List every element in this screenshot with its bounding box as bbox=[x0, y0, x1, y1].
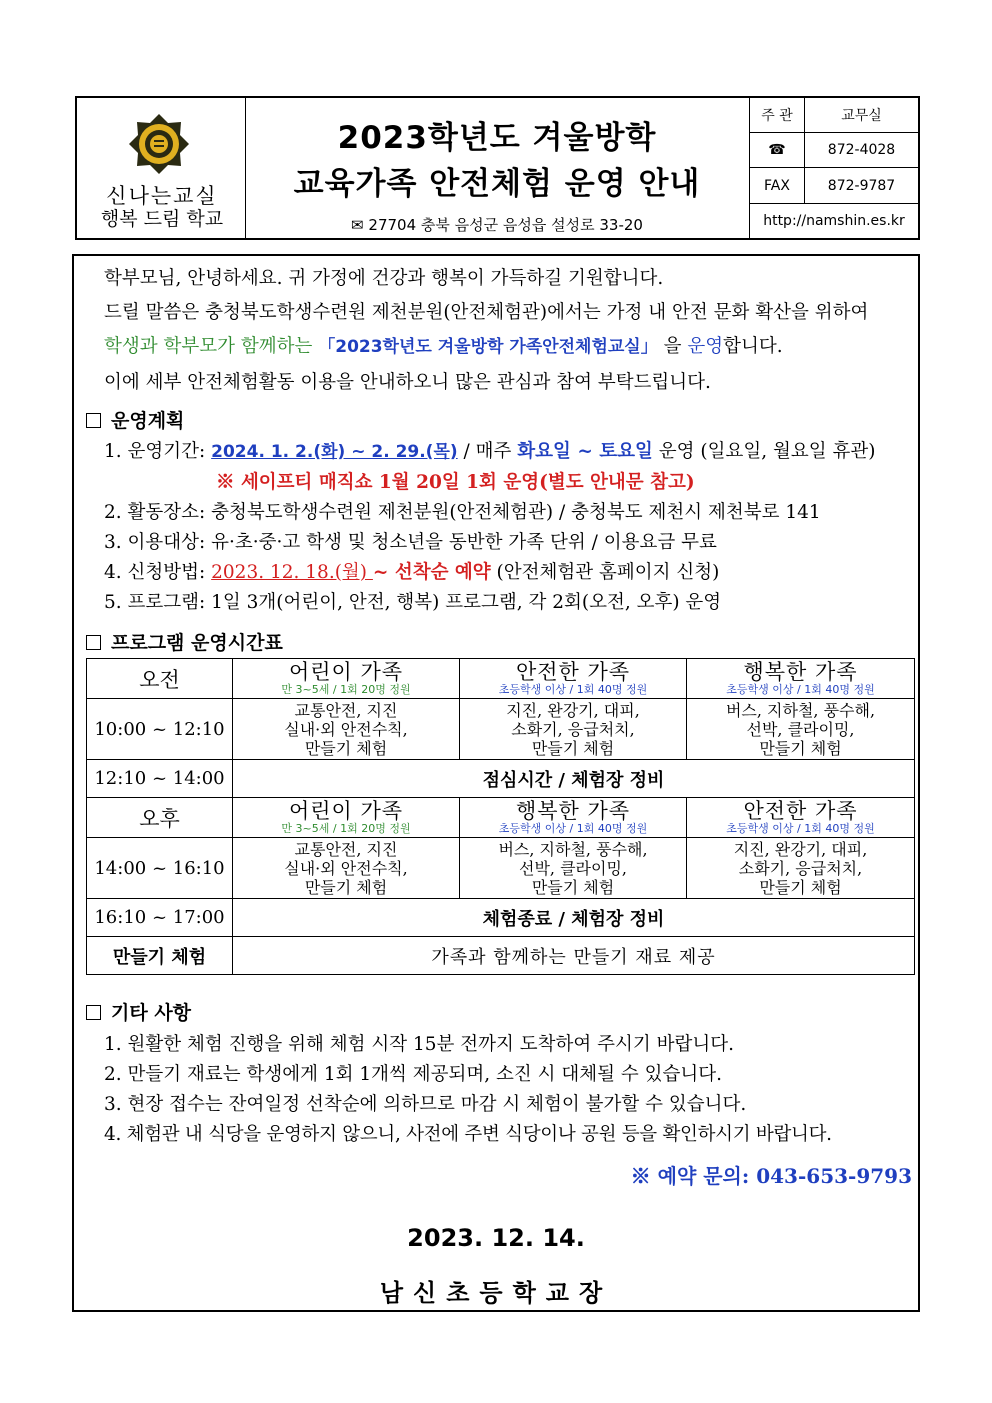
intro-blue-word: 운영 bbox=[687, 336, 724, 357]
lunch-break-cell: 점심시간 / 체험장 정비 bbox=[233, 760, 915, 798]
mail-icon: ✉ bbox=[351, 216, 364, 234]
intro-line4: 이에 세부 안전체험활동 이용을 안내하오니 많은 관심과 참여 부탁드립니다. bbox=[104, 372, 711, 393]
section-heading-plan: 운영계획 bbox=[86, 406, 184, 433]
info-value-dept: 교무실 bbox=[805, 98, 919, 133]
school-emblem-icon bbox=[127, 112, 191, 176]
table-row bbox=[87, 659, 915, 699]
plan-item-2: 2. 활동장소: 충청북도학생수련원 제천분원(안전체험관) / 충청북도 제천시 제천북로 141 bbox=[104, 502, 821, 523]
plan-days: 화요일 ~ 토요일 bbox=[517, 441, 653, 462]
logo-cell bbox=[77, 98, 246, 238]
program-title: 「2023학년도 겨울방학 가족안전체험교실」 bbox=[318, 337, 658, 357]
intro-connector: 을 bbox=[663, 336, 682, 357]
plan-item-4: 4. 신청방법: 2023. 12. 18.(월) ~ 선착순 예약 (안전체험관 홈페이지 신청) bbox=[104, 562, 720, 583]
contact-info-table bbox=[749, 98, 918, 238]
section-heading-schedule: 프로그램 운영시간표 bbox=[86, 628, 283, 655]
intro-line3 bbox=[104, 332, 783, 358]
program-header: 안전한 가족 초등학생 이상 / 1회 40명 정원 bbox=[460, 659, 687, 699]
issue-date: 2023. 12. 14. bbox=[407, 1224, 585, 1252]
plan-item-3: 3. 이용대상: 유·초·중·고 학생 및 청소년을 동반한 가족 단위 / 이용요금 무료 bbox=[104, 532, 717, 553]
activity-cell: 지진, 완강기, 대피, 소화기, 응급처치, 만들기 체험 bbox=[460, 699, 687, 760]
am-label: 오전 bbox=[87, 659, 233, 699]
principal-signature: 남신초등학교장 bbox=[379, 1279, 613, 1307]
table-row bbox=[87, 937, 915, 975]
school-address bbox=[245, 214, 749, 235]
time-cell: 16:10 ~ 17:00 bbox=[87, 899, 233, 937]
info-label-dept: 주 관 bbox=[750, 98, 805, 133]
program-header: 행복한 가족 초등학생 이상 / 1회 40명 정원 bbox=[460, 798, 687, 838]
plan-period: 2024. 1. 2.(화) ~ 2. 29.(목) bbox=[211, 442, 458, 462]
apply-date: 2023. 12. 18.(월) bbox=[211, 562, 373, 583]
activity-cell: 지진, 완강기, 대피, 소화기, 응급처치, 만들기 체험 bbox=[687, 838, 915, 899]
table-row bbox=[87, 899, 915, 937]
activity-cell: 교통안전, 지진 실내·외 안전수칙, 만들기 체험 bbox=[233, 699, 460, 760]
apply-method: ~ 선착순 예약 bbox=[372, 562, 491, 583]
program-header: 행복한 가족 초등학생 이상 / 1회 40명 정원 bbox=[687, 659, 915, 699]
plan-item-1: 1. 운영기간: 2024. 1. 2.(화) ~ 2. 29.(목) / 매주 화요일 ~ 토요일 운영 (일요일, 월요일 휴관) bbox=[104, 441, 876, 462]
table-row bbox=[87, 699, 915, 760]
make-text-cell: 가족과 함께하는 만들기 재료 제공 bbox=[233, 937, 915, 975]
make-label-cell: 만들기 체험 bbox=[87, 937, 233, 975]
document-title-line1: 2023학년도 겨울방학 bbox=[337, 120, 657, 156]
title-cell bbox=[245, 98, 749, 238]
activity-cell: 교통안전, 지진 실내·외 안전수칙, 만들기 체험 bbox=[233, 838, 460, 899]
plan-item-1-note: ※ 세이프티 매직쇼 1월 20일 1회 운영(별도 안내문 참고) bbox=[216, 472, 695, 493]
document-body bbox=[72, 254, 920, 1312]
intro-line2: 드릴 말씀은 충청북도학생수련원 제천분원(안전체험관)에서는 가정 내 안전 문화 확산을 위하여 bbox=[104, 302, 869, 323]
time-cell: 14:00 ~ 16:10 bbox=[87, 838, 233, 899]
program-header: 안전한 가족 초등학생 이상 / 1회 40명 정원 bbox=[687, 798, 915, 838]
intro-green-text: 학생과 학부모가 함께하는 bbox=[104, 336, 313, 357]
table-row bbox=[87, 798, 915, 838]
document-header bbox=[75, 96, 920, 240]
checkbox-icon bbox=[86, 1005, 101, 1020]
info-value-fax: 872-9787 bbox=[805, 168, 919, 203]
checkbox-icon bbox=[86, 635, 101, 650]
etc-item-3: 3. 현장 접수는 잔여일정 선착순에 의하므로 마감 시 체험이 불가할 수 있습니다. bbox=[104, 1094, 747, 1115]
homepage-link[interactable]: http://namshin.es.kr bbox=[750, 203, 919, 238]
info-label-fax: FAX bbox=[750, 168, 805, 203]
document-title-line2: 교육가족 안전체험 운영 안내 bbox=[293, 166, 701, 202]
address-text: 27704 충북 음성군 음성읍 설성로 33-20 bbox=[368, 216, 643, 234]
checkbox-icon bbox=[86, 413, 101, 428]
pm-label: 오후 bbox=[87, 798, 233, 838]
reservation-contact: ※ 예약 문의: 043-653-9793 bbox=[630, 1164, 912, 1188]
program-header: 어린이 가족 만 3~5세 / 1회 20명 정원 bbox=[233, 659, 460, 699]
etc-item-4: 4. 체험관 내 식당을 운영하지 않으니, 사전에 주변 식당이나 공원 등을 확인하시기 바랍니다. bbox=[104, 1124, 832, 1145]
table-row bbox=[87, 760, 915, 798]
etc-item-2: 2. 만들기 재료는 학생에게 1회 1개씩 제공되며, 소진 시 대체될 수 있습니다. bbox=[104, 1064, 723, 1085]
time-cell: 12:10 ~ 14:00 bbox=[87, 760, 233, 798]
phone-icon: ☎ bbox=[750, 133, 805, 168]
table-row bbox=[87, 838, 915, 899]
section-heading-etc: 기타 사항 bbox=[86, 998, 191, 1025]
intro-line3-end: 합니다. bbox=[723, 336, 783, 357]
schedule-table bbox=[86, 658, 915, 975]
school-motto-line1: 신나는교실 bbox=[106, 184, 218, 208]
program-header: 어린이 가족 만 3~5세 / 1회 20명 정원 bbox=[233, 798, 460, 838]
school-motto-line2: 행복 드림 학교 bbox=[100, 208, 224, 230]
time-cell: 10:00 ~ 12:10 bbox=[87, 699, 233, 760]
activity-cell: 버스, 지하철, 풍수해, 선박, 클라이밍, 만들기 체험 bbox=[460, 838, 687, 899]
info-value-phone: 872-4028 bbox=[805, 133, 919, 168]
end-break-cell: 체험종료 / 체험장 정비 bbox=[233, 899, 915, 937]
plan-item-5: 5. 프로그램: 1일 3개(어린이, 안전, 행복) 프로그램, 각 2회(오전, 오후) 운영 bbox=[104, 592, 722, 613]
etc-item-1: 1. 원활한 체험 진행을 위해 체험 시작 15분 전까지 도착하여 주시기 바랍니다. bbox=[104, 1034, 735, 1055]
activity-cell: 버스, 지하철, 풍수해, 선박, 클라이밍, 만들기 체험 bbox=[687, 699, 915, 760]
intro-line1: 학부모님, 안녕하세요. 귀 가정에 건강과 행복이 가득하길 기원합니다. bbox=[104, 268, 664, 289]
